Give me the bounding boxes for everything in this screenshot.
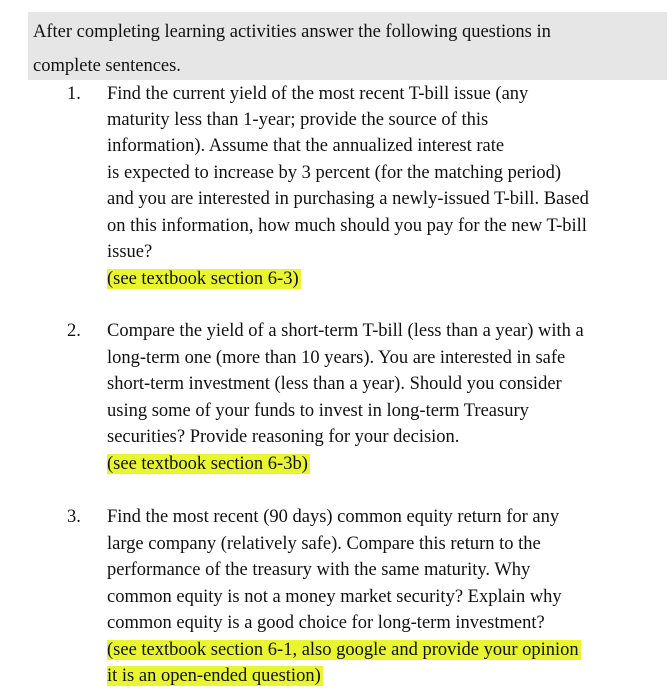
question-text-line: short-term investment (less than a year). Should you consider xyxy=(107,374,562,394)
instructions-banner xyxy=(28,12,667,80)
textbook-reference xyxy=(107,663,323,689)
textbook-reference xyxy=(107,266,301,292)
question-text-line: performance of the treasury with the same maturity. Why xyxy=(107,560,531,580)
question-text-line: common equity is a good choice for long-term investment? xyxy=(107,613,545,633)
question-text-line: securities? Provide reasoning for your decision. xyxy=(107,427,460,447)
question-number: 2. xyxy=(67,321,81,341)
question-text-line: is expected to increase by 3 percent (for the matching period) xyxy=(107,163,562,183)
question-number: 1. xyxy=(67,84,81,104)
question-text-line: Compare the yield of a short-term T-bill (less than a year) with a xyxy=(107,321,584,341)
textbook-reference xyxy=(107,451,310,477)
question-text-line: Find the most recent (90 days) common equity return for any xyxy=(107,507,560,527)
question-text-line: information). Assume that the annualized interest rate xyxy=(107,136,505,156)
question-number: 3. xyxy=(67,507,81,527)
highlighted-reference: (see textbook section 6-3b) xyxy=(107,454,308,474)
question-text-line: long-term one (more than 10 years). You are interested in safe xyxy=(107,348,566,368)
highlighted-reference: (see textbook section 6-1, also google and provide your opinion xyxy=(107,640,579,660)
highlighted-reference: (see textbook section 6-3) xyxy=(107,269,299,289)
textbook-reference xyxy=(107,637,581,663)
instructions-line: complete sentences. xyxy=(33,56,181,76)
question-text-line: Find the current yield of the most recent T-bill issue (any xyxy=(107,84,529,104)
highlighted-reference: it is an open-ended question) xyxy=(107,666,321,686)
question-text-line: on this information, how much should you pay for the new T-bill xyxy=(107,216,587,236)
question-text-line: large company (relatively safe). Compare this return to the xyxy=(107,534,541,554)
question-text-line: and you are interested in purchasing a newly-issued T-bill. Based xyxy=(107,189,589,209)
question-text-line: issue? xyxy=(107,242,153,262)
question-text-line: maturity less than 1-year; provide the source of this xyxy=(107,110,489,130)
question-text-line: common equity is not a money market security? Explain why xyxy=(107,587,562,607)
question-text-line: using some of your funds to invest in long-term Treasury xyxy=(107,401,529,421)
instructions-line: After completing learning activities answer the following questions in xyxy=(33,22,551,42)
